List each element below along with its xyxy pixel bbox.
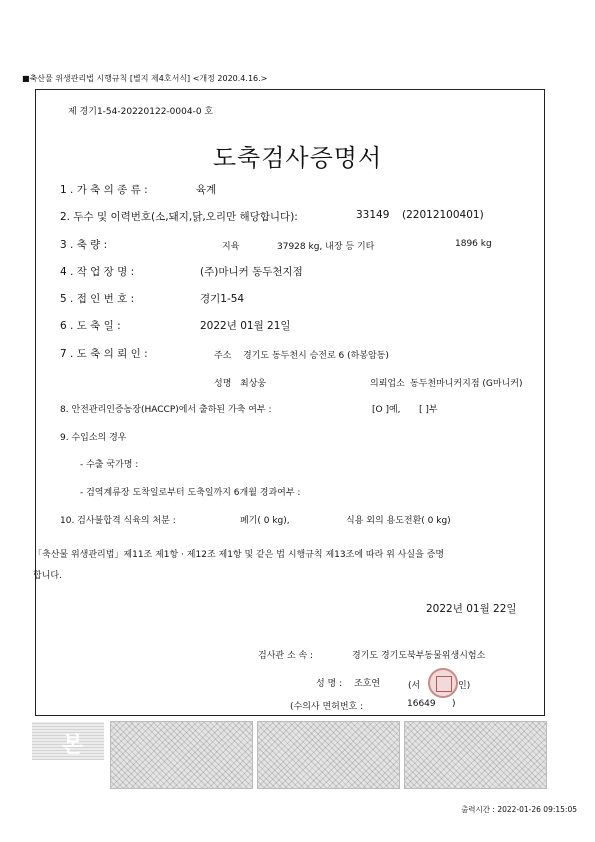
import-period: - 검역계류장 도착일로부터 도축일까지 6개월 경과여부 : xyxy=(80,488,301,498)
document-number: 제 경기1-54-20220122-0004-0 호 xyxy=(68,107,214,117)
serial-label: 5 . 접 인 번 호 : xyxy=(60,293,135,305)
slaughter-date-label: 6 . 도 축 일 : xyxy=(60,320,121,332)
license-value: 16649 xyxy=(407,699,436,709)
serial-value: 경기1-54 xyxy=(200,293,245,305)
signature-open: (서 xyxy=(408,681,421,691)
inspector-name-label: 성 명 : xyxy=(316,679,343,689)
inspector-affiliation-label: 검사관 소 속 : xyxy=(258,651,314,661)
requester-name-value: 최상웅 xyxy=(240,379,267,389)
kind-value: 육계 xyxy=(196,184,217,196)
security-pattern-1 xyxy=(110,721,253,789)
disposal-discard: 폐기( 0 kg), xyxy=(240,516,290,526)
requester-address-value: 경기도 동두천시 승전로 6 (하봉암동) xyxy=(243,351,389,361)
import-country: - 수출 국가명 : xyxy=(80,460,139,470)
count-trace-number: (22012100401) xyxy=(402,209,484,221)
statement-line-1: 「축산물 위생관리법」제11조 제1항 · 제12조 제1항 및 같은 법 시행규칙 제13조에 따라 위 사실을 증명 xyxy=(33,550,445,560)
import-label: 9. 수입소의 경우 xyxy=(60,433,127,443)
requester-place-value: 동두천마니커지점 (G마니커) xyxy=(410,379,523,389)
kind-label: 1 . 가 축 의 종 류 : xyxy=(60,184,148,196)
disposal-label: 10. 검사불합격 식육의 처분 : xyxy=(60,516,176,526)
disposal-other-use: 식용 외의 용도전환( 0 kg) xyxy=(346,516,451,526)
signature-close: 인) xyxy=(458,681,471,691)
watermark-char: 본 xyxy=(62,733,84,758)
official-seal-stamp xyxy=(428,668,458,698)
amount-weight: 37928 kg, 내장 등 기타 xyxy=(277,242,375,252)
statement-line-2: 합니다. xyxy=(33,571,62,581)
license-label: (수의사 면허번호 : xyxy=(290,702,364,712)
security-pattern-2 xyxy=(257,721,400,789)
security-pattern-3 xyxy=(404,721,547,789)
slaughter-date-value: 2022년 01월 21일 xyxy=(200,320,291,332)
haccp-yes: [O ]예, xyxy=(372,405,401,415)
amount-other: 1896 kg xyxy=(455,239,492,249)
form-header-note: ■축산물 위생관리법 시행규칙 [별지 제4호서식] <개정 2020.4.16.> xyxy=(22,74,268,83)
workplace-value: (주)마니커 동두천지점 xyxy=(200,266,303,278)
requester-address-label: 주소 xyxy=(214,351,232,361)
requester-label: 7 . 도 축 의 뢰 인 : xyxy=(60,348,148,360)
inspector-name-value: 조호연 xyxy=(354,679,381,689)
requester-name-label: 성명 xyxy=(214,379,232,389)
requester-place-label: 의뢰업소 xyxy=(370,379,405,389)
workplace-label: 4 . 작 업 장 명 : xyxy=(60,266,135,278)
print-timestamp: 출력시간 : 2022-01-26 09:15:05 xyxy=(461,805,577,814)
amount-label: 3 . 축 량 : xyxy=(60,239,108,251)
watermark-original-mark xyxy=(32,722,104,760)
license-close: ) xyxy=(452,699,456,709)
count-label: 2. 두수 및 이력번호(소,돼지,닭,오리만 해당합니다): xyxy=(60,211,298,223)
document-title: 도축검사증명서 xyxy=(212,144,383,172)
inspector-affiliation-value: 경기도 경기도북부동물위생시험소 xyxy=(352,651,486,661)
count-value: 33149 xyxy=(356,209,390,221)
amount-sub: 지육 xyxy=(222,242,240,252)
issue-date: 2022년 01월 22일 xyxy=(426,603,517,615)
haccp-label: 8. 안전관리인증농장(HACCP)에서 출하된 가축 여부 : xyxy=(60,405,272,415)
haccp-no: [ ]부 xyxy=(419,405,438,415)
